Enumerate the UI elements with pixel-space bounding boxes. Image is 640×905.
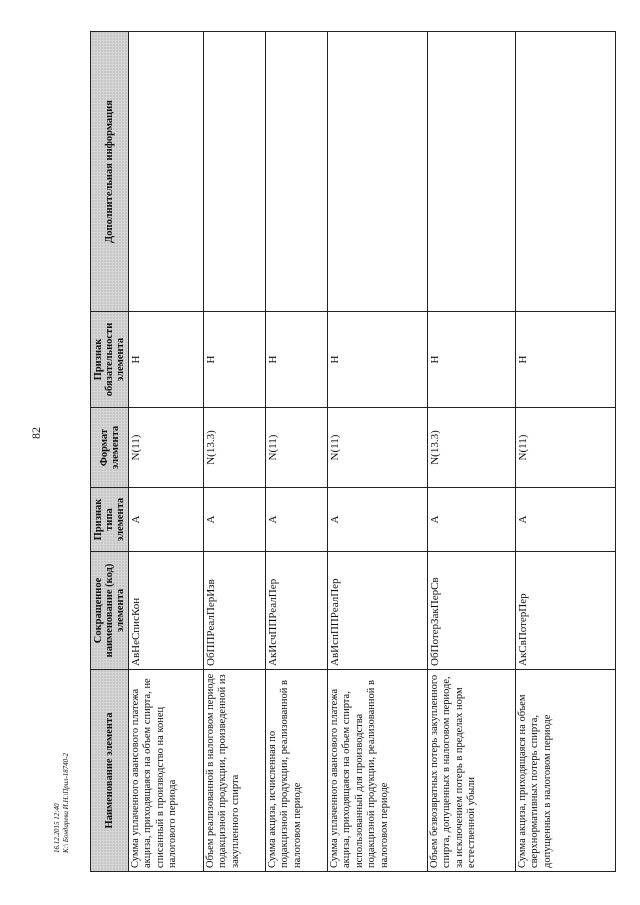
table-row: [428, 32, 516, 872]
cell-info: [129, 32, 204, 312]
table-row: [266, 32, 328, 872]
header-element-required: Признак обязательности элемента: [91, 312, 129, 408]
footer-file-path: K:\ Бондарева И.Н.\Прил-18740-2: [62, 752, 70, 853]
cell-required: Н: [266, 312, 328, 408]
cell-type: А: [204, 488, 266, 552]
footer-stamp: [53, 752, 79, 853]
header-element-name: Наименование элемента: [91, 670, 129, 872]
table-row: [204, 32, 266, 872]
cell-type: А: [266, 488, 328, 552]
cell-format: N(11): [328, 408, 428, 488]
rotated-table-container: [90, 32, 615, 872]
table-row: [129, 32, 204, 872]
cell-format: N(13.3): [428, 408, 516, 488]
cell-name: Сумма акциза, исчисленная по подакцизной продукции, реализованной в налоговом периоде: [266, 670, 328, 872]
cell-name: Сумма акциза, приходящаяся на объем сверхнормативных потерь спирта, допущенных в налоговом периоде: [516, 670, 616, 872]
cell-format: N(11): [129, 408, 204, 488]
cell-name: Объем реализованной в налоговом периоде подакцизной продукции, произведенной из закупленного спирта: [204, 670, 266, 872]
cell-code: АкИсчППРеалПер: [266, 552, 328, 670]
footer-timestamp: 16.12.2015 12:40: [53, 803, 61, 853]
cell-type: А: [129, 488, 204, 552]
header-additional-info: Дополнительная информация: [91, 32, 129, 312]
cell-format: N(11): [516, 408, 616, 488]
cell-required: Н: [204, 312, 266, 408]
cell-code: ОбПотерЗакПерСв: [428, 552, 516, 670]
cell-info: [516, 32, 616, 312]
cell-name: Объем безвозвратных потерь закупленного спирта, допущенных в налоговом периоде, за исключением потерь в пределах норм естественной убыли: [428, 670, 516, 872]
header-element-type: Признак типа элемента: [91, 488, 129, 552]
cell-code: АвИспППРеалПер: [328, 552, 428, 670]
cell-name: Сумма уплаченного авансового платежа акциза, приходящаяся на объем спирта, не списанный в производство на конец налогового периода: [129, 670, 204, 872]
cell-type: А: [328, 488, 428, 552]
cell-required: Н: [129, 312, 204, 408]
cell-required: Н: [428, 312, 516, 408]
elements-table: [90, 31, 616, 872]
header-element-format: Формат элемента: [91, 408, 129, 488]
cell-format: N(13.3): [204, 408, 266, 488]
cell-code: ОбППРеалПерИзв: [204, 552, 266, 670]
table-row: [516, 32, 616, 872]
cell-info: [428, 32, 516, 312]
cell-required: Н: [328, 312, 428, 408]
header-element-code: Сокращенное наименование (код) элемента: [91, 552, 129, 670]
cell-type: А: [428, 488, 516, 552]
cell-type: А: [516, 488, 616, 552]
cell-info: [204, 32, 266, 312]
page-number: 82: [29, 427, 43, 439]
cell-code: АкСвПотерПер: [516, 552, 616, 670]
cell-code: АвНеСписКон: [129, 552, 204, 670]
cell-name: Сумма уплаченного авансового платежа акциза, приходящаяся на объем спирта, использованный для производства подакцизной продукции, реализованной в налоговом периоде: [328, 670, 428, 872]
table-row: [328, 32, 428, 872]
table-header-row: [91, 32, 129, 872]
cell-info: [328, 32, 428, 312]
cell-info: [266, 32, 328, 312]
cell-required: Н: [516, 312, 616, 408]
cell-format: N(11): [266, 408, 328, 488]
